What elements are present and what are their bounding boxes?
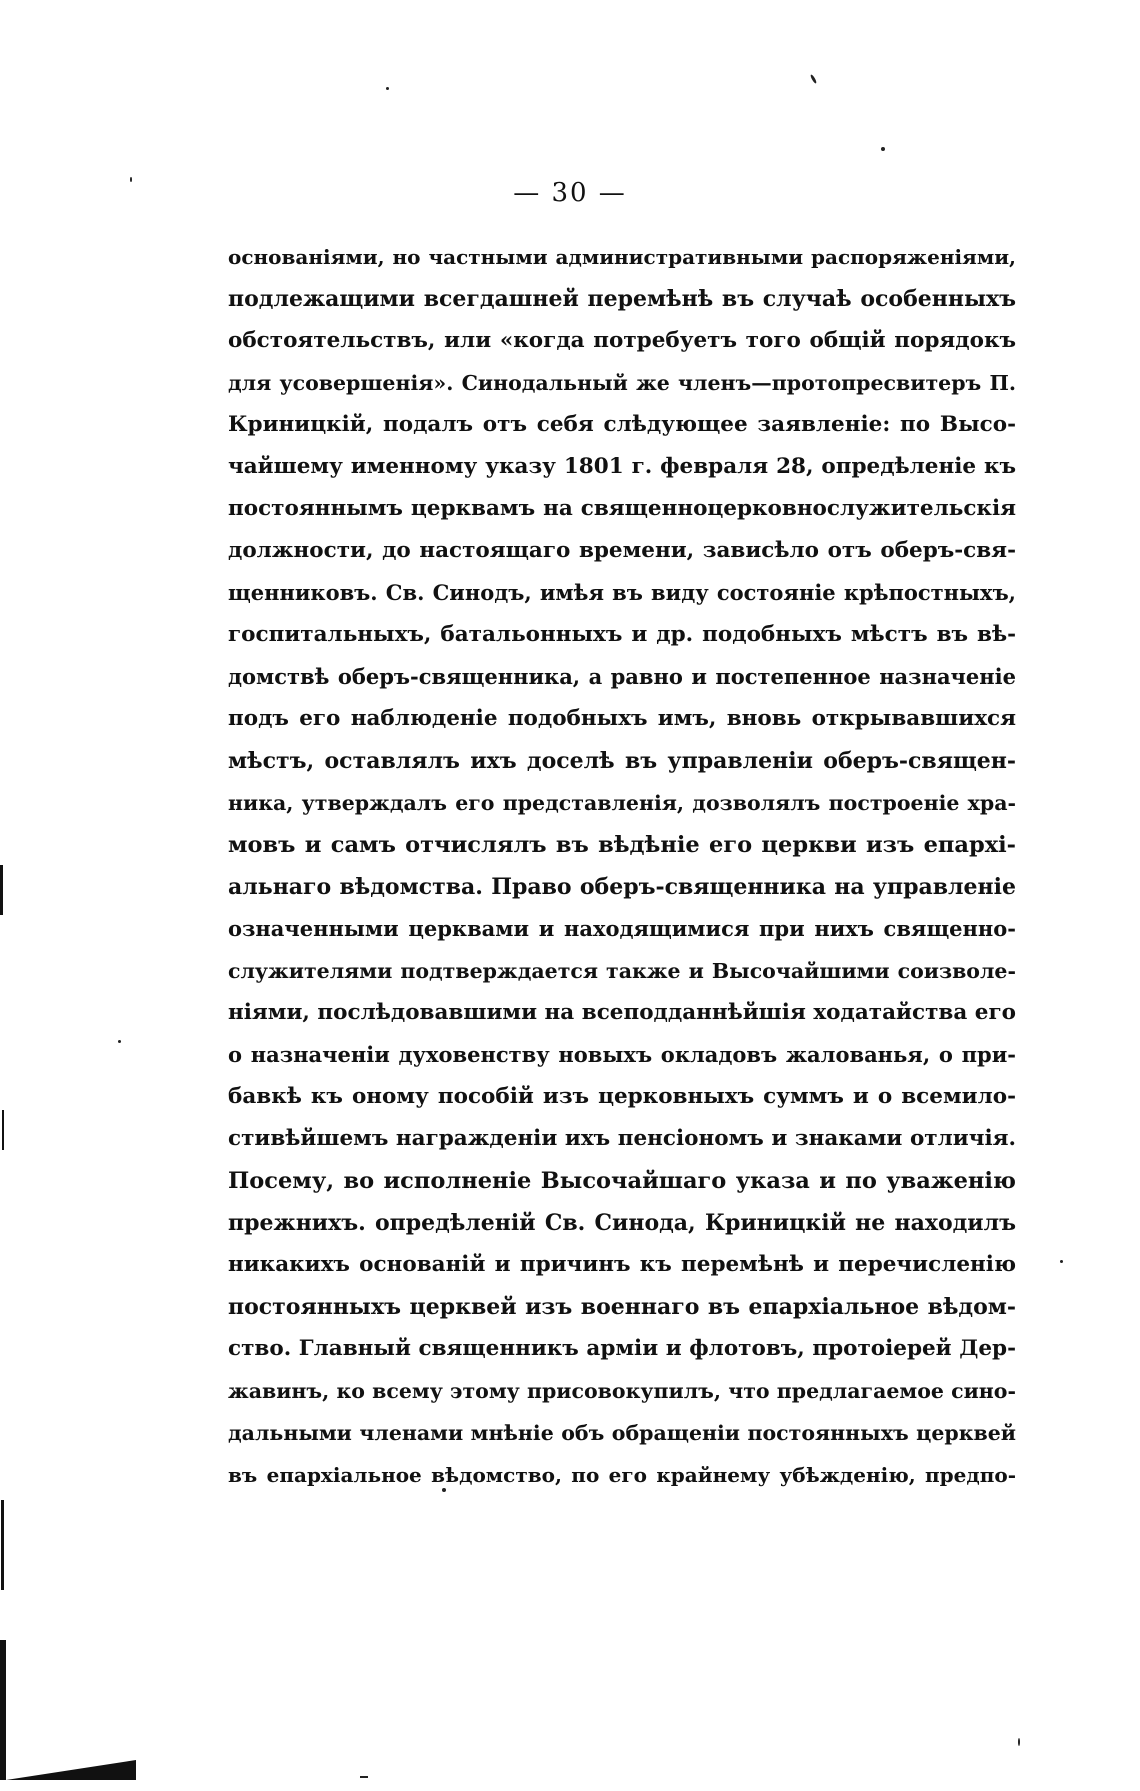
text-line: о назначеніи духовенству новыхъ окладовъ жалованья, о при- [228,1042,1016,1067]
scan-speck [1018,1738,1020,1746]
scan-speck [118,1040,121,1043]
text-line: щенниковъ. Св. Синодъ, имѣя въ виду состояніе крѣпостныхъ, [228,580,1016,605]
text-line: подъ его наблюденіе подобныхъ имъ, вновь открывавшихся [228,706,1016,731]
text-line: Криницкій, подалъ отъ себя слѣдующее заявленіе: по Высо- [228,412,1016,437]
binding-edge-mark [0,865,3,915]
text-line: мовъ и самъ отчислялъ въ вѣдѣніе его церкви изъ епархі- [228,832,1016,858]
text-line: постояннымъ церквамъ на священноцерковнослужительскія [228,496,1016,521]
text-line: ника, утверждалъ его представленія, дозволялъ построеніе хра- [228,791,1016,815]
text-line: чайшему именному указу 1801 г. февраля 28, опредѣленіе къ [228,454,1016,479]
text-line: постоянныхъ церквей изъ военнаго въ епархіальное вѣдом- [228,1294,1016,1320]
binding-edge-mark [1,1500,4,1590]
scan-speck [881,147,885,151]
scan-speck [1060,1260,1063,1263]
text-line: подлежащими всегдашней перемѣнѣ въ случаѣ особенныхъ [228,286,1016,312]
text-line: альнаго вѣдомства. Право оберъ-священника на управленіе [228,874,1016,900]
text-line: основаніями, но частными административными распоряженіями, [228,245,1016,269]
text-line: никакихъ основаній и причинъ къ перемѣнѣ и перечисленію [228,1252,1016,1277]
text-line: стивѣйшемъ награжденіи ихъ пенсіономъ и знаками отличія. [228,1126,1016,1151]
text-line: домствѣ оберъ-священника, а равно и постепенное назначеніе [228,664,1016,689]
text-line: Посему, во исполненіе Высочайшаго указа и по уваженію [228,1168,1016,1194]
text-line: госпитальныхъ, батальонныхъ и др. подобныхъ мѣстъ въ вѣ- [228,622,1016,647]
text-line: ство. Главный священникъ арміи и флотовъ, протоіерей Дер- [228,1336,1016,1361]
body-text [228,236,1016,1496]
scan-speck [386,87,389,90]
text-line: означенными церквами и находящимися при нихъ священно- [228,916,1016,941]
text-line: служителями подтверждается также и Высочайшими соизволе- [228,959,1016,983]
text-line: жавинъ, ко всему этому присовокупилъ, что предлагаемое сино- [228,1379,1016,1403]
binding-edge-mark [6,1760,136,1780]
text-line: ніями, послѣдовавшими на всеподданнѣйшія ходатайства его [228,1000,1016,1025]
scan-speck [442,1488,446,1492]
text-line: дальными членами мнѣніе объ обращеніи постоянныхъ церквей [228,1421,1016,1445]
page-number: — 30 — [513,178,627,208]
text-line: бавкѣ къ оному пособій изъ церковныхъ суммъ и о всемило- [228,1084,1016,1109]
text-line: должности, до настоящаго времени, зависѣло отъ оберъ-свя- [228,538,1016,563]
scan-speck [360,1776,368,1778]
binding-edge-mark [2,1110,4,1150]
text-line: въ епархіальное вѣдомство, по его крайнему убѣжденію, предпо- [228,1463,1016,1487]
text-line: для усовершенія». Синодальный же членъ—протопресвитеръ П. [228,371,1016,395]
text-line: обстоятельствъ, или «когда потребуетъ того общій порядокъ [228,328,1016,353]
binding-edge-mark [0,1640,6,1780]
text-line: прежнихъ. опредѣленій Св. Синода, Криницкій не находилъ [228,1210,1016,1236]
scan-speck [130,177,132,182]
text-line: мѣстъ, оставлялъ ихъ доселѣ въ управленіи оберъ-священ- [228,748,1016,774]
scan-speck [810,74,818,84]
